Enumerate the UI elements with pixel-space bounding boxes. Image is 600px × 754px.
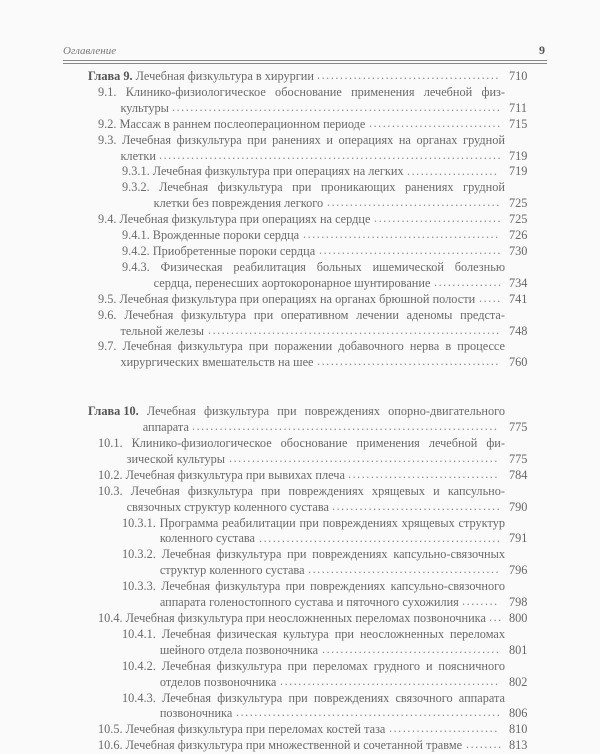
toc-entry-page: 725 xyxy=(509,212,528,227)
toc-entry-title: Приобретенные пороки сердца xyxy=(152,243,316,258)
toc-entry-title: Лечебная физическая культура при неосложненных переломах шейного отдела позвоночника xyxy=(159,626,505,657)
toc-entry-page: 748 xyxy=(509,323,528,338)
toc-entry[interactable] xyxy=(88,659,545,691)
toc-entry-page: 711 xyxy=(509,100,527,115)
toc-entry-page: 784 xyxy=(509,467,528,482)
toc-chapter-entry[interactable] xyxy=(88,69,545,85)
toc-entry-title: Врожденные пороки сердца xyxy=(152,228,300,243)
toc-entry-number: 10.4.3. xyxy=(122,690,156,705)
toc-entry-page: 726 xyxy=(509,228,528,243)
toc-entry-page: 725 xyxy=(509,196,528,211)
toc-entry-number: 9.4.3. xyxy=(122,259,150,274)
dot-leader: ........................................................................... xyxy=(159,147,503,162)
toc-entry[interactable] xyxy=(88,308,545,340)
toc-entry-number: Глава 10. xyxy=(88,404,139,419)
dot-leader: .......................................................... xyxy=(236,705,502,720)
toc-entry[interactable] xyxy=(88,339,545,371)
header-rule xyxy=(63,63,547,64)
toc-entry-number: 10.3.2. xyxy=(122,547,156,562)
toc-entry[interactable] xyxy=(88,691,545,723)
toc-entry-title: Лечебная физкультура при операциях на легких xyxy=(152,164,404,179)
toc-entry-title: Клинико-физиологическое обоснование применения лечебной физической культуры xyxy=(126,436,505,466)
toc-entry-number: 10.4.1. xyxy=(122,626,156,641)
toc-entry-title: Массаж в раннем послеоперационном периоде xyxy=(119,116,366,131)
toc-chapter-entry[interactable] xyxy=(88,404,545,436)
dot-leader: ........................................ xyxy=(319,243,502,258)
toc-entry[interactable] xyxy=(88,627,545,659)
toc-entry-title: Лечебная физкультура при переломах грудного и поясничного отделов позвоночника xyxy=(159,658,505,689)
toc-entry-number: 9.3.1. xyxy=(122,164,150,179)
toc-entry[interactable] xyxy=(88,244,545,260)
toc-entry[interactable] xyxy=(88,579,545,611)
toc-entry[interactable] xyxy=(88,722,545,738)
toc-entry-title: Лечебная физкультура при переломах костей таза xyxy=(125,722,386,737)
toc-entry-title: Лечебная физкультура при ранениях и операциях на органах грудной клетки xyxy=(120,132,505,163)
toc-entry-page: 796 xyxy=(509,563,528,578)
dot-leader: ........................................... xyxy=(303,227,500,242)
toc-entry-page: 798 xyxy=(509,595,528,610)
toc-entry-number: 9.4.2. xyxy=(122,243,150,258)
toc-entry-title: Лечебная физкультура при повреждениях капсульно-связочных структур коленного сустава xyxy=(159,547,506,578)
toc-entry[interactable] xyxy=(88,436,545,468)
toc-entry-number: 10.3.3. xyxy=(122,579,156,594)
toc-entry[interactable] xyxy=(88,228,545,244)
dot-leader: ................................................................ xyxy=(208,322,501,337)
dot-leader: ........................................................................ xyxy=(172,99,502,114)
dot-leader: ... xyxy=(489,610,503,625)
toc-entry-title: Лечебная физкультура при проникающих ранениях грудной клетки без повреждения легкого xyxy=(153,180,505,211)
toc-entry[interactable] xyxy=(88,85,545,117)
toc-entry-number: 9.7. xyxy=(98,339,117,354)
toc-entry-page: 802 xyxy=(509,674,528,689)
toc-entry-page: 800 xyxy=(509,611,528,625)
dot-leader: ...................................... xyxy=(327,195,501,210)
toc-entry[interactable] xyxy=(88,484,545,516)
toc-entry-title: Программа реабилитации при повреждениях хрящевых структур коленного сустава xyxy=(159,515,505,546)
toc-entry[interactable] xyxy=(88,260,545,292)
toc-entry-page: 775 xyxy=(509,451,528,466)
toc-entry-number: 9.5. xyxy=(98,291,117,306)
dot-leader: ..................................................... xyxy=(259,530,502,545)
toc-entry-title: Физическая реабилитация больных ишемической болезнью сердца, перенесших аортокоронарное шунтирование xyxy=(153,259,506,290)
toc-entry-number: 9.3.2. xyxy=(122,180,150,195)
dot-leader: .......................................... xyxy=(308,562,501,577)
dot-leader: ..................................... xyxy=(332,498,502,513)
toc-entry-page: 791 xyxy=(509,531,528,546)
toc-entry-title: Лечебная физкультура при операциях на сердце xyxy=(119,212,371,227)
dot-leader: ........ xyxy=(462,594,499,609)
toc-entry[interactable] xyxy=(88,180,545,212)
toc-entry-number: 10.1. xyxy=(98,436,123,451)
toc-entry[interactable] xyxy=(88,547,545,579)
toc-entry-number: 10.2. xyxy=(98,467,123,482)
toc-entry-title: Лечебная физкультура при повреждениях капсульно-связочного аппарата голеностопного сустава и пяточного сухожилия xyxy=(159,579,505,610)
toc-entry-page: 710 xyxy=(509,69,528,83)
toc-entry-title: Лечебная физкультура при повреждениях связочного аппарата позвоночника xyxy=(159,690,505,721)
toc-entry[interactable] xyxy=(88,212,545,228)
toc-entry-title: Лечебная физкультура в хирургии xyxy=(135,69,314,83)
running-header-title: Оглавление xyxy=(63,45,117,57)
dot-leader: ............... xyxy=(434,274,503,289)
dot-leader: ........ xyxy=(466,737,503,752)
toc-entry-page: 775 xyxy=(509,420,528,435)
toc-entry[interactable] xyxy=(88,468,545,484)
toc-entry-title: Лечебная физкультура при множественной и сочетанной травме xyxy=(125,738,463,753)
toc-entry-page: 813 xyxy=(509,738,528,753)
toc-entry-title: Клинико-физиологическое обоснование применения лечебной физкультуры xyxy=(120,84,505,115)
toc-entry-page: 741 xyxy=(509,291,528,306)
toc-entry-title: Лечебная физкультура при повреждениях опорно-двигательного аппарата xyxy=(142,404,506,435)
toc-entry-number: 9.1. xyxy=(98,84,117,99)
toc-entry-title: Лечебная физкультура при операциях на органах брюшной полости xyxy=(119,291,476,306)
dot-leader: .................... xyxy=(407,163,499,178)
toc-entry-title: Лечебная физкультура при повреждениях хрящевых и капсульно-связочных структур коленного сустава xyxy=(126,483,506,514)
toc-entry-title: Лечебная физкультура при вывихах плеча xyxy=(125,467,345,482)
dot-leader: ........................................ xyxy=(317,354,500,369)
dot-leader: ........................................ xyxy=(317,68,500,83)
toc-entry[interactable] xyxy=(88,516,545,548)
toc-entry[interactable] xyxy=(88,292,545,308)
dot-leader: ....................................... xyxy=(322,641,501,656)
toc-entry-number: 9.4. xyxy=(98,212,117,227)
toc-entry[interactable] xyxy=(88,133,545,165)
toc-entry-number: 10.3.1. xyxy=(122,515,156,530)
toc-entry-number: Глава 9. xyxy=(88,69,133,83)
toc-entry-page: 719 xyxy=(509,164,528,179)
toc-entry-title: Лечебная физкультура при оперативном лечении аденомы предстательной железы xyxy=(120,307,505,338)
toc-entry[interactable] xyxy=(88,738,545,754)
toc-entry-title: Лечебная физкультура при неосложненных переломах позвоночника xyxy=(125,611,486,625)
page-number: 9 xyxy=(539,43,545,57)
toc-entry-number: 10.3. xyxy=(98,483,123,498)
dot-leader: ................................................................... xyxy=(192,419,499,434)
toc-entry[interactable] xyxy=(88,611,545,627)
toc-entry-title: Лечебная физкультура при поражении добавочного нерва в процессе хирургических вмешательств на шее xyxy=(120,339,505,370)
dot-leader: ........................................................... xyxy=(229,450,499,465)
toc-entry-page: 810 xyxy=(509,722,528,737)
dot-leader: ........................ xyxy=(389,721,499,736)
toc-entry-page: 760 xyxy=(509,355,528,370)
toc-entry-page: 719 xyxy=(509,148,528,163)
toc-entry[interactable] xyxy=(88,164,545,180)
toc-entry-number: 9.4.1. xyxy=(122,228,150,243)
header-rule xyxy=(63,60,547,61)
toc-entry-number: 10.6. xyxy=(98,738,123,753)
toc-entry-page: 806 xyxy=(509,706,528,721)
toc-entry-page: 715 xyxy=(509,116,528,131)
toc-entry-number: 9.2. xyxy=(98,116,117,131)
chapter-gap xyxy=(88,371,545,404)
toc-entry-page: 734 xyxy=(509,275,528,290)
toc-entry-page: 801 xyxy=(509,642,528,657)
dot-leader: ..... xyxy=(479,290,502,305)
dot-leader: ................................. xyxy=(348,466,499,481)
toc-entry-number: 9.6. xyxy=(98,307,117,322)
toc-entry-number: 9.3. xyxy=(98,132,117,147)
toc-entry[interactable] xyxy=(88,117,545,133)
dot-leader: ................................................ xyxy=(280,673,500,688)
toc-entry-number: 10.4.2. xyxy=(122,658,156,673)
toc-entry-page: 730 xyxy=(509,243,528,258)
toc-entry-number: 10.5. xyxy=(98,722,123,737)
dot-leader: ............................ xyxy=(374,211,503,226)
toc-entry-page: 790 xyxy=(509,499,528,514)
table-of-contents xyxy=(88,69,545,754)
toc-entry-number: 10.4. xyxy=(98,611,123,625)
dot-leader: ............................. xyxy=(369,115,502,130)
